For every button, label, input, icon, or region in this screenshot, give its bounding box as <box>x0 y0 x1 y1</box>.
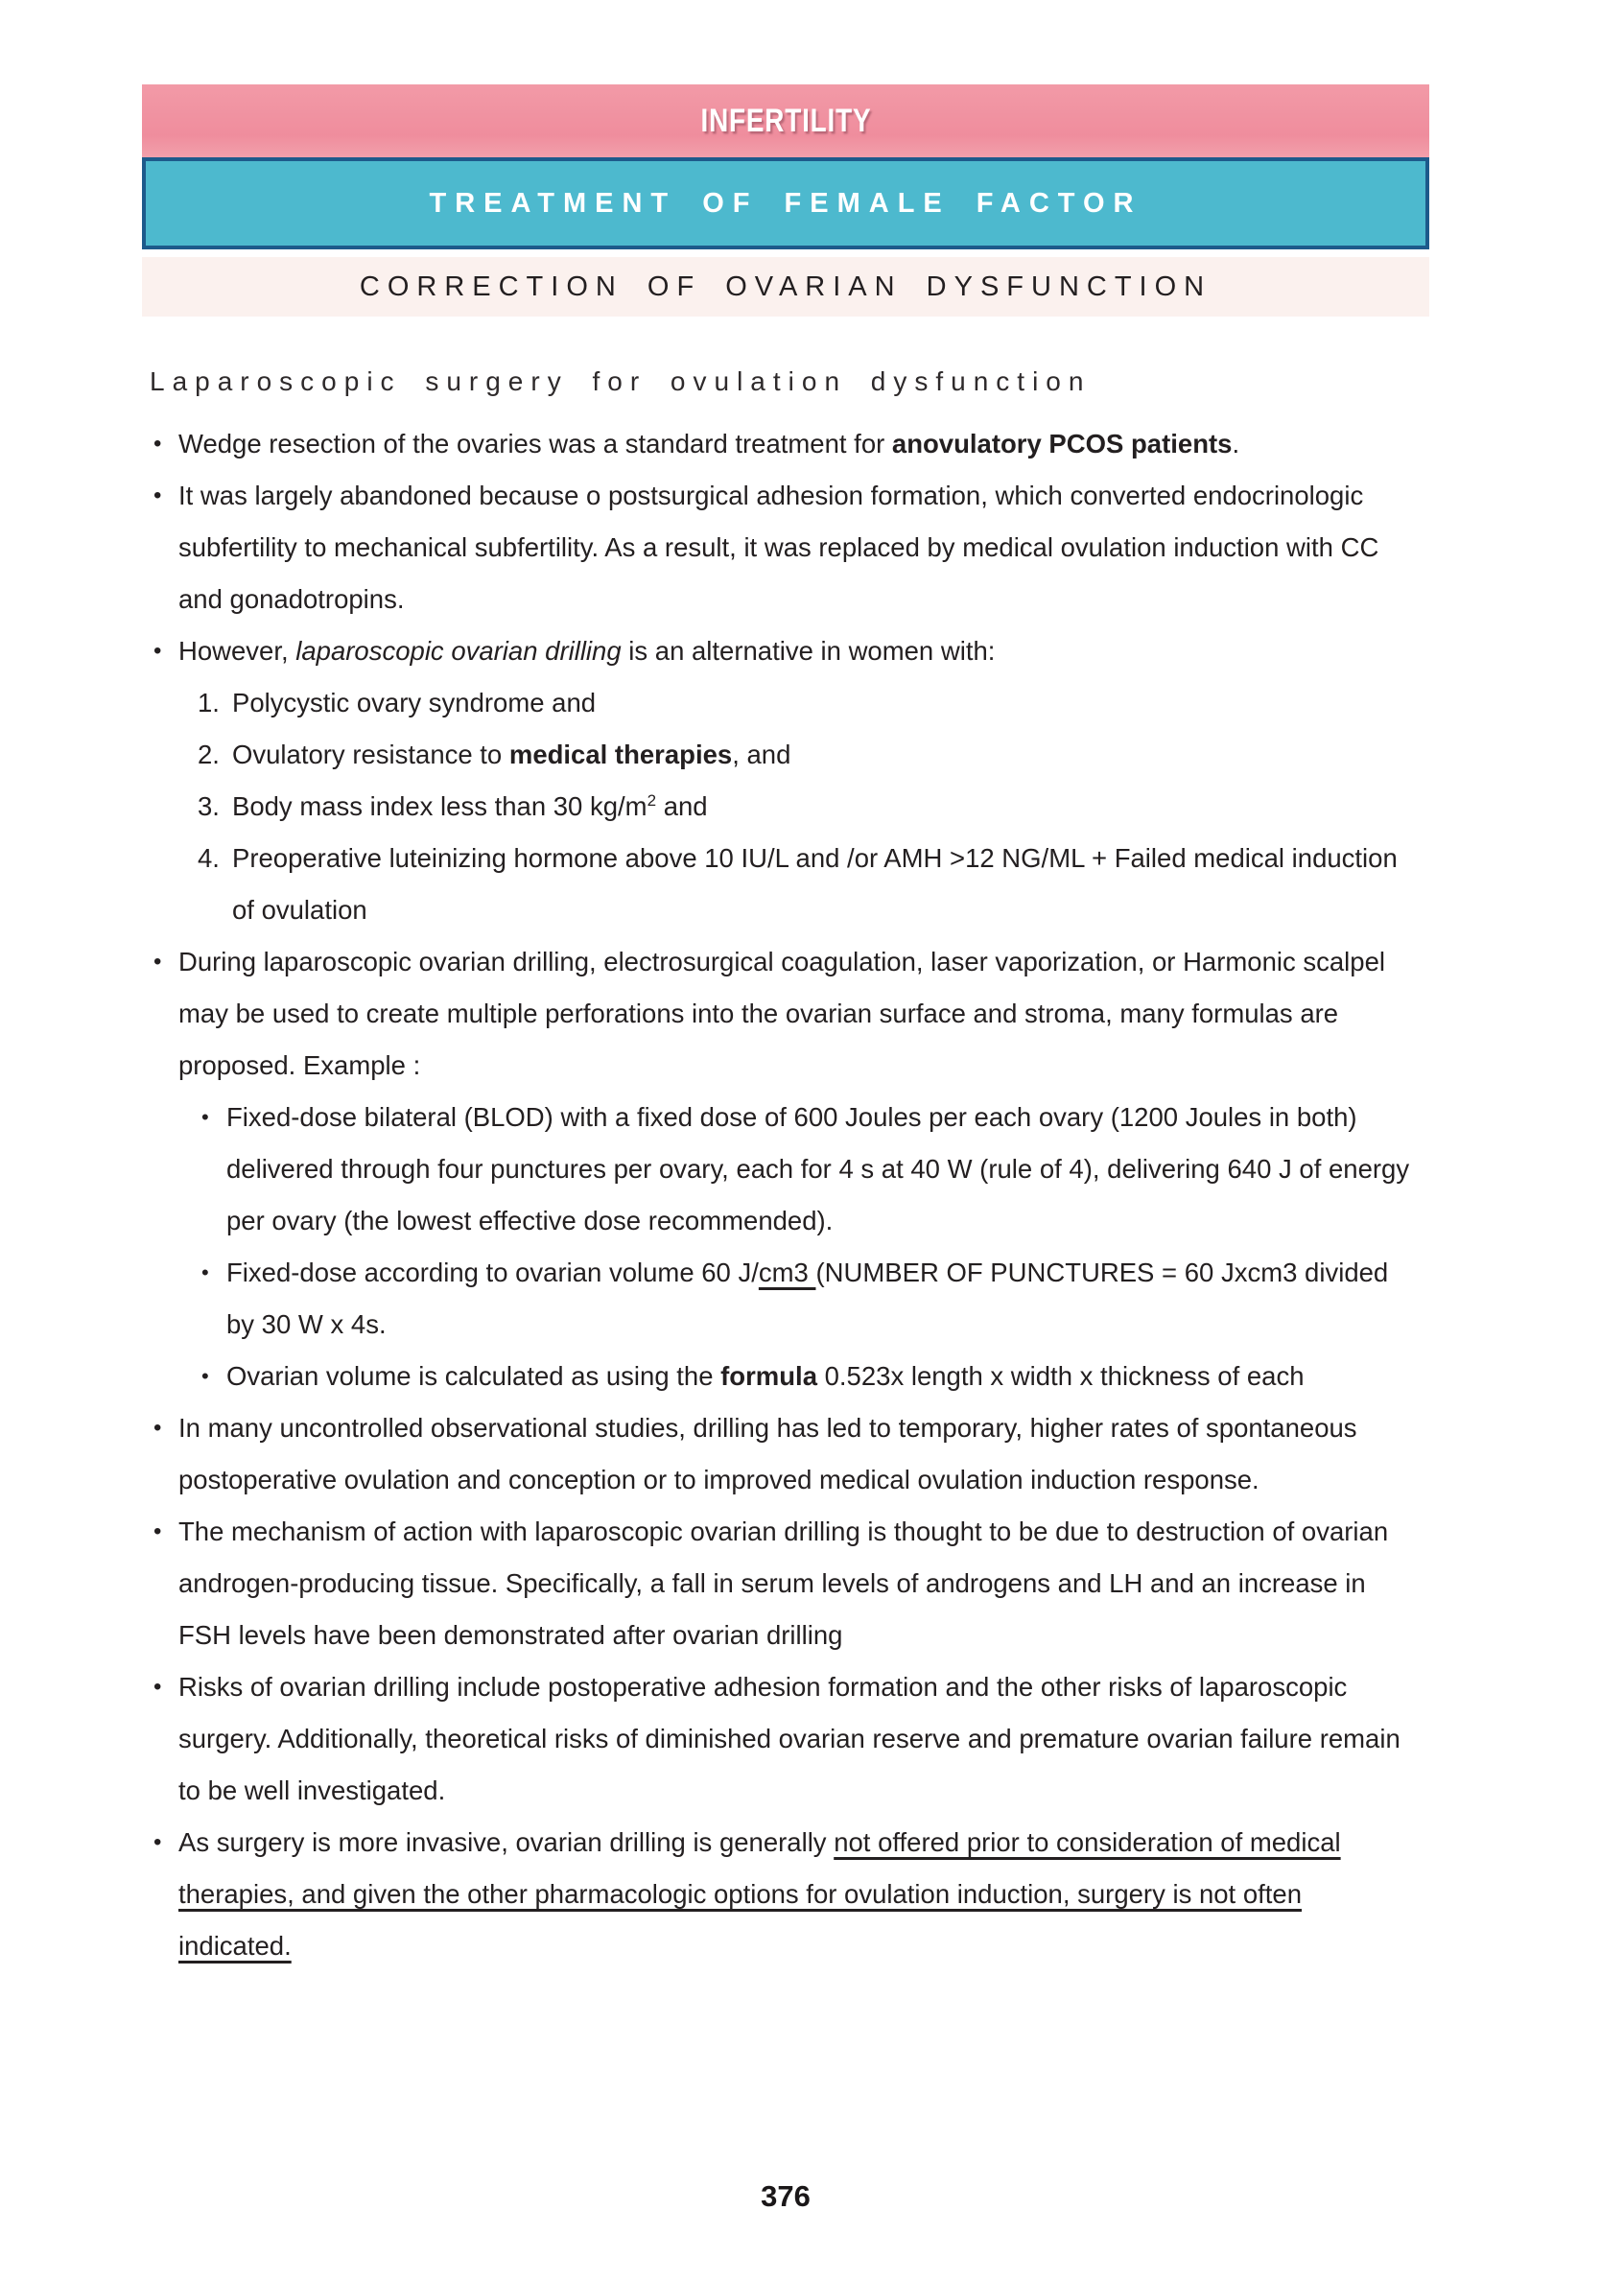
list-item-text: Fixed-dose according to ovarian volume 60 J/cm3 (NUMBER OF PUNCTURES = 60 Jxcm3 divided by 30 W x 4s. <box>226 1258 1389 1339</box>
list-item <box>142 677 1429 729</box>
list-item-text: Ovulatory resistance to medical therapies, and <box>232 740 791 769</box>
number-marker: 2. <box>198 740 220 769</box>
bullet-marker: • <box>153 638 162 664</box>
page-number: 376 <box>761 2179 811 2213</box>
bullet-marker: • <box>153 1518 162 1544</box>
list-item-text: Wedge resection of the ovaries was a standard treatment for anovulatory PCOS patients. <box>178 429 1240 459</box>
list-item-text: In many uncontrolled observational studies, drilling has led to temporary, higher rates of spontaneous postoperative ovulation and conception or to improved medical ovulation induction response. <box>178 1413 1357 1494</box>
topic-heading: Laparoscopic surgery for ovulation dysfunction <box>150 366 1092 396</box>
list-item-text: Fixed-dose bilateral (BLOD) with a fixed dose of 600 Joules per each ovary (1200 Joules in both) delivered through four punctures per ovary, each for 4 s at 40 W (rule of 4), delivering 640 J of energy per ovary (the lowest effective dose recommended). <box>226 1102 1410 1235</box>
bullet-marker: • <box>201 1364 209 1388</box>
list-item-text: Preoperative luteinizing hormone above 10 IU/L and /or AMH >12 NG/ML + Failed medical induction of ovulation <box>232 843 1398 925</box>
list-item-text: As surgery is more invasive, ovarian drilling is generally not offered prior to consideration of medical therapies, and given the other pharmacologic options for ovulation induction, surgery is not often indicated. <box>178 1827 1341 1961</box>
subsection-banner <box>142 257 1429 317</box>
list-item-text: Body mass index less than 30 $kg/m^2$ and <box>232 790 708 821</box>
bullet-marker: • <box>153 1415 162 1441</box>
subsection-banner-label: CORRECTION OF OVARIAN DYSFUNCTION <box>359 270 1212 302</box>
list-item <box>142 1247 1429 1351</box>
list-item <box>142 470 1429 625</box>
chapter-banner <box>142 84 1429 157</box>
list-item <box>142 1661 1429 1817</box>
list-item-text: Risks of ovarian drilling include postoperative adhesion formation and the other risks of laparoscopic surgery. Additionally, theoretical risks of diminished ovarian reserve and premature ovarian failure remain to be well investigated. <box>178 1672 1400 1805</box>
list-item <box>142 1506 1429 1661</box>
list-item <box>142 833 1429 936</box>
chapter-banner-label: INFERTILITY <box>700 102 871 139</box>
section-banner-label: TREATMENT OF FEMALE FACTOR <box>429 187 1142 219</box>
section-banner <box>142 157 1429 249</box>
list-item-text: Ovarian volume is calculated as using the formula 0.523x length x width x thickness of each <box>226 1361 1305 1391</box>
list-item <box>142 418 1429 470</box>
bullet-marker: • <box>201 1260 209 1284</box>
section-content <box>142 418 1429 1972</box>
bullet-marker: • <box>153 949 162 975</box>
list-item <box>142 781 1429 833</box>
content-column <box>142 84 1429 1972</box>
list-item <box>142 936 1429 1092</box>
bullet-marker: • <box>153 1674 162 1700</box>
list-item-text: It was largely abandoned because o postsurgical adhesion formation, which converted endocrinologic subfertility to mechanical subfertility. As a result, it was replaced by medical ovulation induction with CC and gonadotropins. <box>178 481 1379 614</box>
list-item <box>142 1092 1429 1247</box>
list-item <box>142 625 1429 677</box>
list-item-text: The mechanism of action with laparoscopic ovarian drilling is thought to be due to destruction of ovarian androgen-producing tissue. Specifically, a fall in serum levels of androgens and LH and an increase in FSH levels have been demonstrated after ovarian drilling <box>178 1517 1389 1650</box>
bullet-marker: • <box>153 431 162 457</box>
bullet-marker: • <box>153 482 162 508</box>
list-item <box>142 1817 1429 1972</box>
number-marker: 4. <box>198 843 220 873</box>
list-item <box>142 1351 1429 1402</box>
list-item-text: However, laparoscopic ovarian drilling is an alternative in women with: <box>178 636 996 666</box>
bullet-marker: • <box>153 1829 162 1855</box>
number-marker: 1. <box>198 688 220 717</box>
list-item-text: During laparoscopic ovarian drilling, electrosurgical coagulation, laser vaporization, or Harmonic scalpel may be used to create multiple perforations into the ovarian surface and stroma, many formulas are proposed. Example : <box>178 947 1385 1080</box>
list-item <box>142 729 1429 781</box>
number-marker: 3. <box>198 791 220 821</box>
list-item-text: Polycystic ovary syndrome and <box>232 688 597 717</box>
bullet-marker: • <box>201 1105 209 1129</box>
list-item <box>142 1402 1429 1506</box>
